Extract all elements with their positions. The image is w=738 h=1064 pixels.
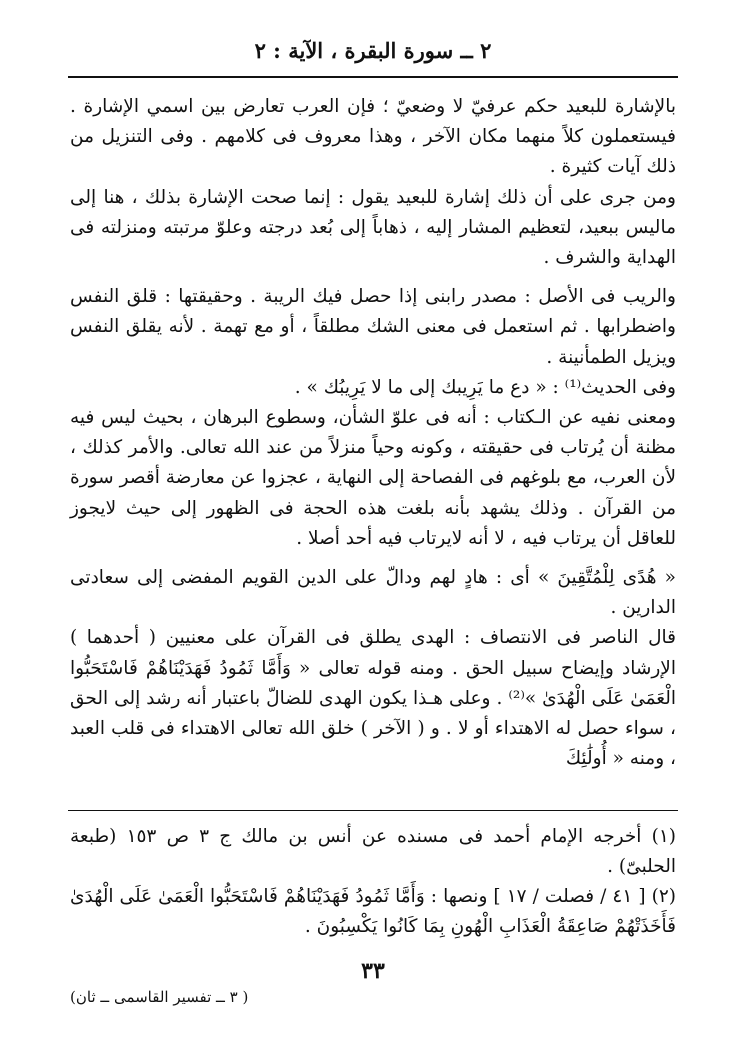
footnote-2: (٢) [ ٤١ / فصلت / ١٧ ] ونصها : وَأَمَّا ثَمُودُ فَهَدَيْنَاهُمْ فَاسْتَحَبُّوا الْعَمَىٰ عَلَى الْهُدَىٰ فَأَخَذَتْهُمْ صَاعِقَةُ الْعَذَابِ الْهُونِ بِمَا كَانُوا يَكْسِبُونَ . — [70, 886, 676, 937]
footnotes — [70, 822, 676, 942]
paragraph-1: بالإشارة للبعيد حكم عرفيّ لا وضعيّ ؛ فإن العرب تعارض بين اسمي الإشارة . فيستعملون كلاً منهما مكان الآخر ، وهذا معروف فى كلامهم . وفى التنزيل من ذلك آيات كثيرة . — [70, 96, 676, 178]
main-text — [70, 92, 676, 774]
paragraph-6: « هُدًى لِلْمُتَّقِينَ » أى : هادٍ لهم ودالّ على الدين القويم المفضى إلى سعادتى الدارين . — [70, 567, 676, 619]
paragraph-5: ومعنى نفيه عن الـكتاب : أنه فى علوّ الشأن، وسطوع البرهان ، بحيث ليس فيه مظنة أن يُرتاب فى حقيقته ، وكونه وحياً منزلاً من عند الله تعالى. والأمر كذلك ، لأن العرب، مع بلوغهم فى الفصاحة إلى النهاية ، عجزوا عن معارضة أقصر سورة من القرآن . وذلك يشهد بأنه بلغت هذه الحجة فى الظهور إلى حيث لايجوز للعاقل أن يرتاب فيه ، لا أنه لايرتاب فيه أحد أصلا . — [70, 407, 676, 549]
footnote-divider — [68, 810, 678, 811]
paragraph-7: قال الناصر فى الانتصاف : الهدى يطلق فى القرآن على معنيين ( أحدهما ) الإرشاد وإيضاح سبيل الحق . ومنه قوله تعالى « وَأَمَّا ثَمُودُ فَهَدَيْنَاهُمْ فَاسْتَحَبُّوا الْعَمَىٰ عَلَى الْهُدَىٰ »⁽²⁾ . وعلى هـذا يكون الهدى للضالّ باعتبار أنه رشد إلى الحق ، سواء حصل له الاهتداء أو لا . و ( الآخر ) خلق الله تعالى الاهتداء فى قلب العبد ، ومنه « أُولَٰئِكَ — [70, 627, 677, 770]
footnote-1: (١) أخرجه الإمام أحمد فى مسنده عن أنس بن مالك ج ٣ ص ١٥٣ (طبعة الحلبىّ) . — [70, 826, 676, 877]
header-divider — [68, 76, 678, 78]
paragraph-4: وفى الحديث⁽¹⁾ : « دع ما يَرِيبك إلى ما لا يَرِيبُك » . — [294, 376, 676, 398]
paragraph-3: والريب فى الأصل : مصدر رابنى إذا حصل فيك الريبة . وحقيقتها : قلق النفس واضطرابها . ثم استعمل فى معنى الشك مطلقاً ، أو مع تهمة . لأنه يقلق النفس ويزيل الطمأنينة . — [70, 286, 676, 368]
paragraph-2: ومن جرى على أن ذلك إشارة للبعيد يقول : إنما صحت الإشارة بذلك ، هنا إلى ماليس ببعيد، لتعظيم المشار إليه ، ذهاباً إلى بُعد درجته وعلوّ مرتبته ومنزلته فى الهداية والشرف . — [70, 186, 676, 269]
running-header: ٢ ــ سورة البقرة ، الآية : ٢ — [254, 38, 492, 63]
printer-signature: ( ٣ ــ تفسير القاسمى ــ ثان) — [70, 988, 249, 1006]
page-number: ٣٣ — [361, 958, 385, 984]
